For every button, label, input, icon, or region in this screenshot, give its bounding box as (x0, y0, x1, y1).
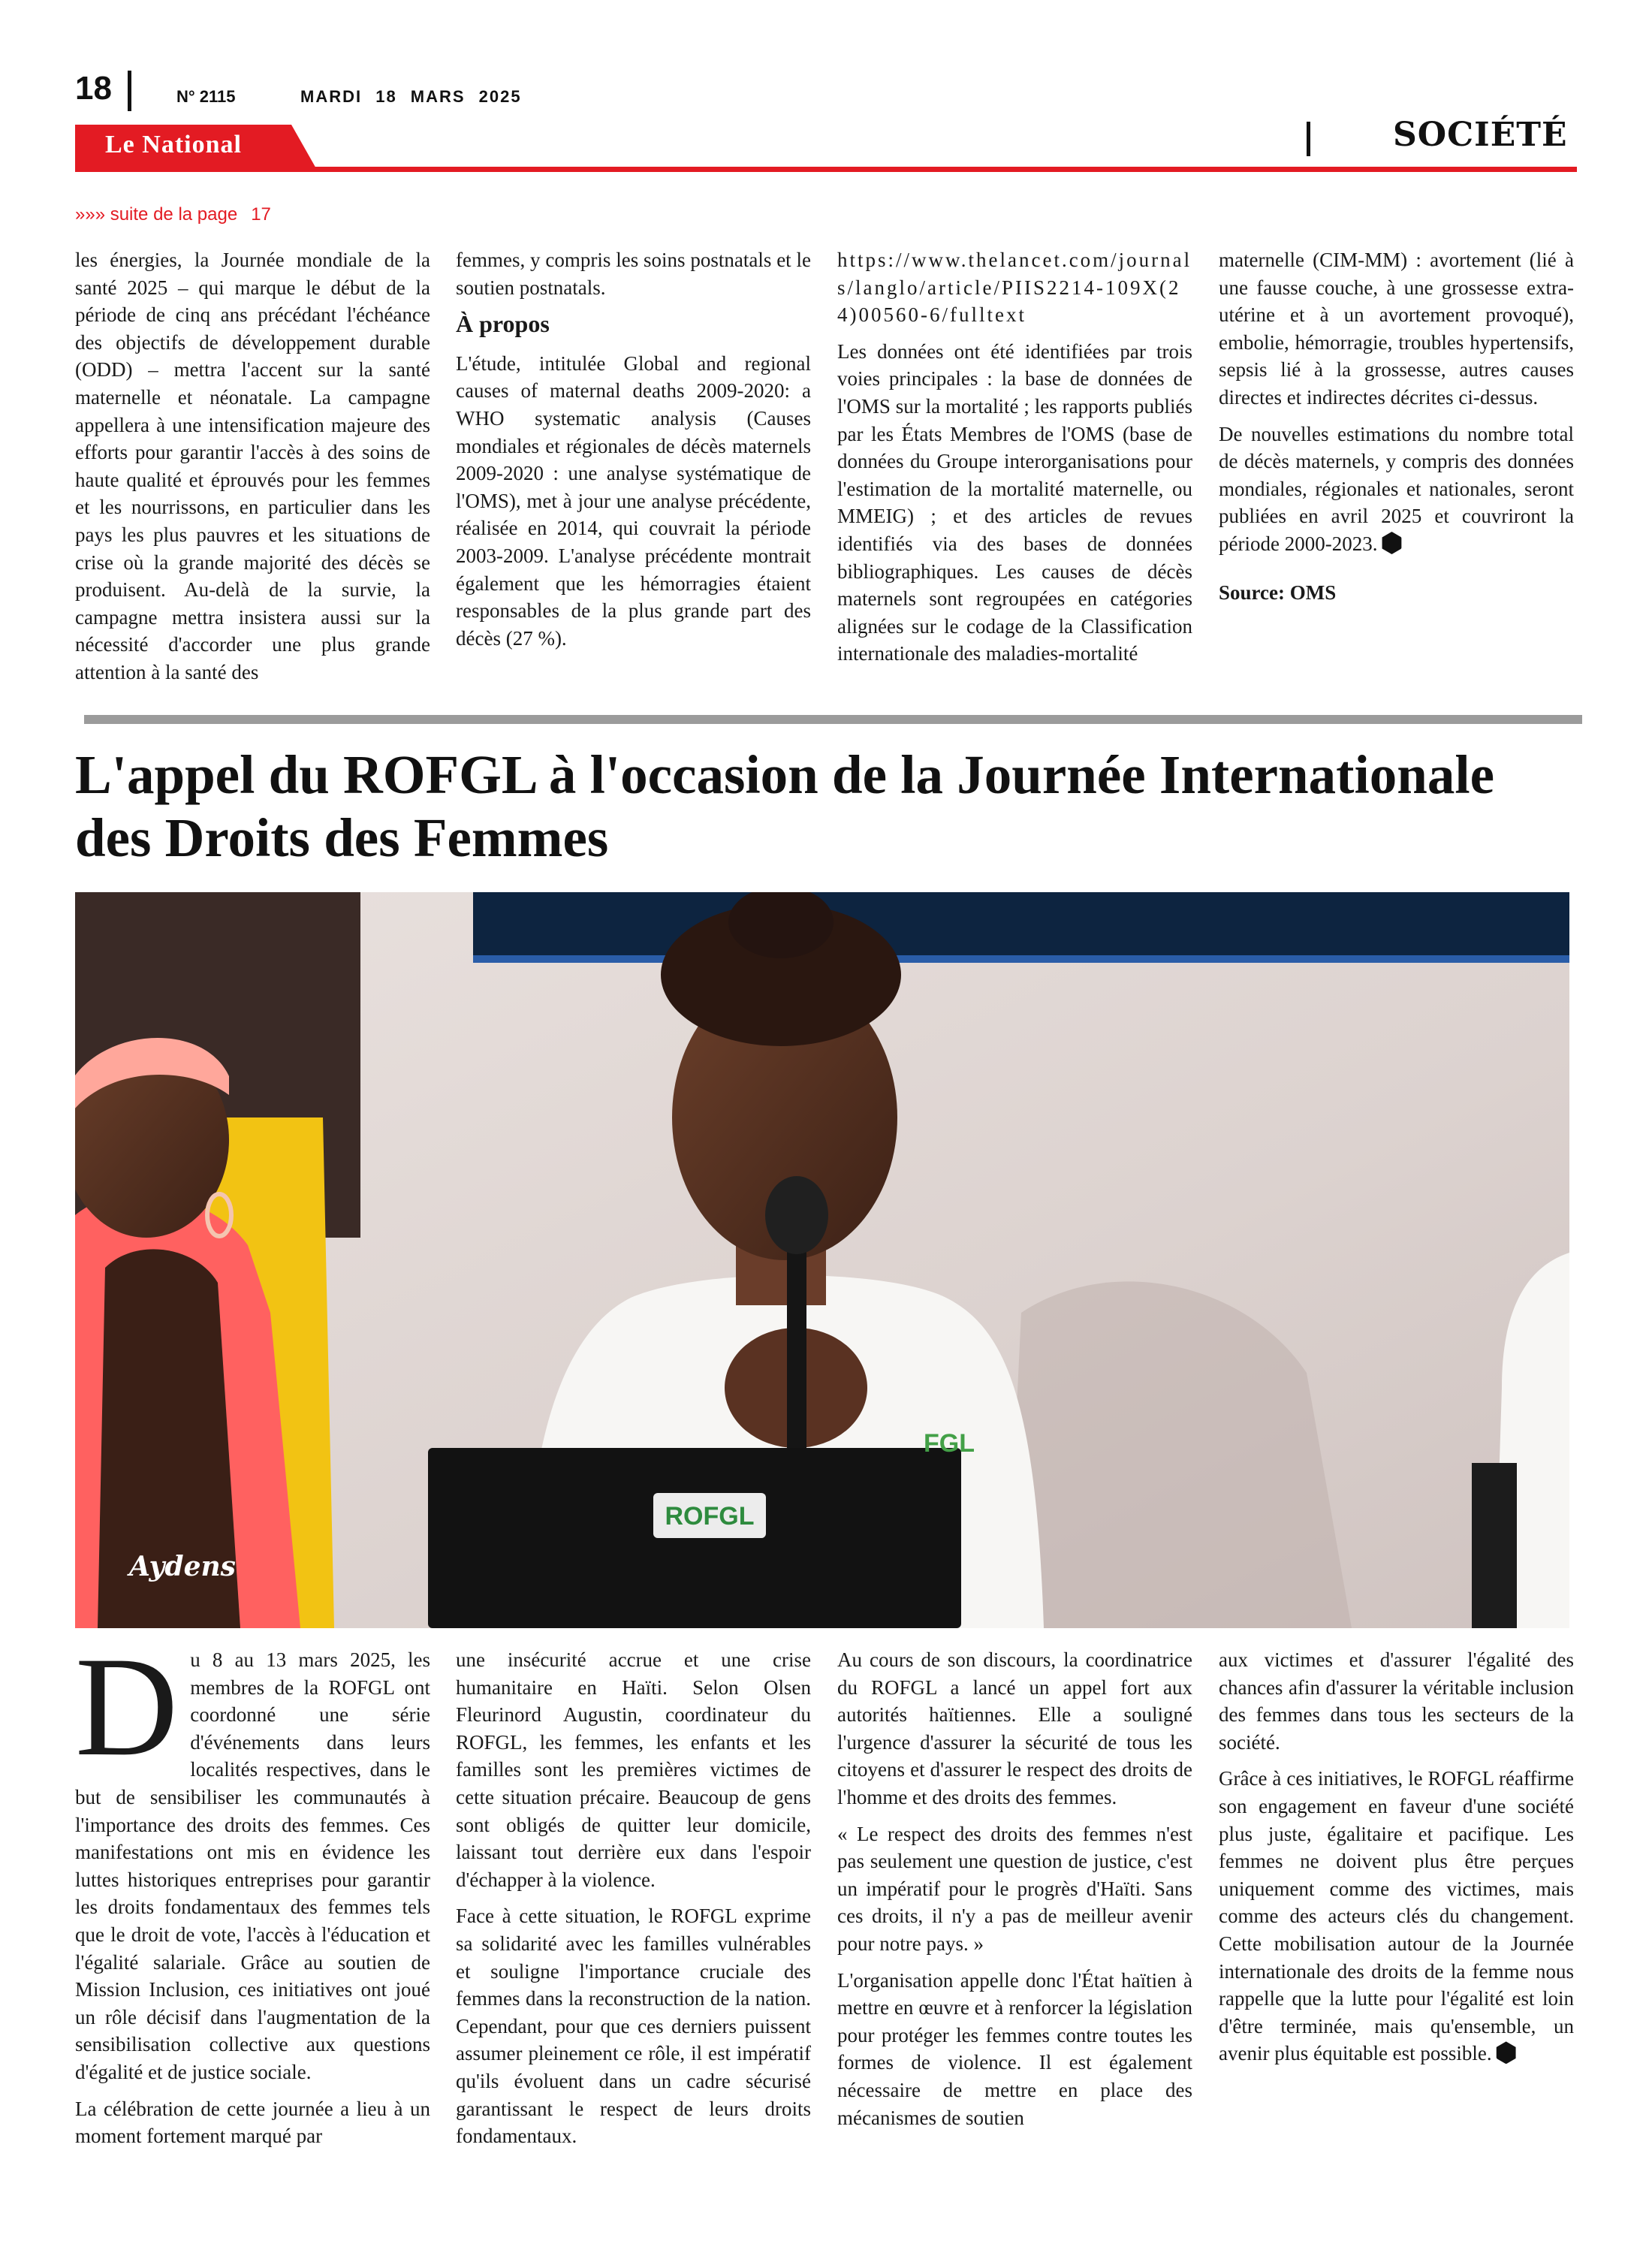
continued-from (75, 204, 271, 225)
publication-name: Le National (105, 131, 242, 158)
paragraph: La célébration de cette journée a lieu à un moment fortement marqué par (75, 2097, 430, 2148)
paragraph: Au cours de son discours, la coordinatrice du ROFGL a lancé un appel fort aux autorités haïtiennes. Elle a souligné l'urgence d'assurer la sécurité de tous les citoyens et d'assurer le respect des droits de l'homme et des droits des femmes. (837, 1648, 1192, 1808)
article-column-3 (837, 1646, 1192, 2140)
end-of-article-icon (1495, 2041, 1518, 2064)
reference-link[interactable]: https://www.thelancet.com/journals/langlo/article/PIIS2214-109X(24)00560-6/fulltext (837, 249, 1192, 327)
paragraph (1219, 421, 1574, 558)
top-article-column-4 (1219, 246, 1574, 615)
issue-date: MARDI 18 MARS 2025 (300, 87, 522, 106)
drop-cap: D (75, 1628, 179, 1786)
paragraph: Les données ont été identifiées par trois voies principales : la base de données de l'OMS sur la mortalité ; les rapports publiés par les États Membres de l'OMS (base de données du Groupe interorganisations pour l'estimation de la mortalité maternelle, ou MMEIG) ; et des articles de revues identifiés via des bases de données bibliographiques. Les causes de décès maternels sont regroupées en catégories alignées sur le codage de la Classification internationale des maladies-mortalité (837, 339, 1192, 665)
section-heading: À propos (456, 310, 550, 338)
section-title: SOCIÉTÉ (1393, 116, 1568, 154)
article-separator (84, 715, 1582, 724)
article-column-4 (1219, 1646, 1574, 2077)
article-column-1 (75, 1628, 430, 2159)
photo-watermark: Aydens (129, 1551, 236, 1582)
paragraph: L'étude, intitulée Global and regional causes of maternal deaths 2009-2020: a WHO systematic analysis (Causes mondiales et régionales de décès maternels 2009-2020 : une analyse systématique de l'OMS), met à jour une analyse précédente, réalisée en 2014, qui couvrait la période 2003-2009. L'analyse précédente montrait également que les hémorragies étaient responsables de la plus grande part des décès (27 %). (456, 351, 811, 650)
paragraph: femmes, y compris les soins postnatals et le soutien postnatals. (456, 249, 811, 299)
continued-page-link[interactable]: 17 (251, 204, 271, 225)
paragraph-text: De nouvelles estimations du nombre total de décès maternels, y compris des données mondiales, régionales et nationales, seront publiées en avril 2025 et couvriront la période 2000-2023. (1219, 422, 1574, 555)
shirt-logo-text: FGL (924, 1429, 975, 1458)
article-headline: L'appel du ROFGL à l'occasion de la Journée Internationale des Droits des Femmes (75, 744, 1495, 868)
paragraph: maternelle (CIM-MM) : avortement (lié à une fausse couche, à une grossesse extra-utérine et à un avortement provoqué), embolie, hémorragie, troubles hypertensifs, sepsis lié à la grossesse, autres causes directes et indirectes décrites ci-dessus. (1219, 249, 1574, 409)
paragraph: Face à cette situation, le ROFGL exprime sa solidarité avec les familles vulnérables et souligne l'importance cruciale des femmes dans la reconstruction de la nation. Cependant, pour que ces derniers puissent assumer pleinement ce rôle, il est impératif qu'ils évoluent dans un cadre sécurisé garantissant le respect de leurs droits fondamentaux. (456, 1905, 811, 2148)
paragraph: L'organisation appelle donc l'État haïtien à mettre en œuvre et à renforcer la législation pour protéger les femmes contre toutes les formes de violence. Il est également nécessaire de mettre en place des mécanismes de soutien (837, 1968, 1192, 2129)
paragraph (1219, 1765, 1574, 2068)
section-divider (1307, 122, 1310, 156)
page-number-divider (128, 71, 131, 111)
paragraph-text: Grâce à ces initiatives, le ROFGL réaffirme son engagement en faveur d'une société plus juste, égalitaire et pacifique. Les femmes ne doivent plus être perçues uniquement comme des victimes, mais comme des acteurs clés du changement. Cette mobilisation autour de la Journée internationale des droits de la femme nous rappelle que la lutte pour l'égalité est loin d'être terminée, mais qu'ensemble, un avenir plus équitable est possible. (1219, 1767, 1574, 2065)
page-number: 18 (75, 70, 112, 107)
top-article-column-2 (456, 246, 811, 661)
issue-number: N° 2115 (176, 87, 236, 106)
article-photo (75, 892, 1569, 1628)
top-article-column-3 (837, 246, 1192, 677)
continued-prefix: »»» suite de la page (75, 204, 238, 225)
header-rule (75, 167, 1577, 172)
top-article-column-1 (75, 246, 430, 695)
paragraph-text: u 8 au 13 mars 2025, les membres de la ROFGL ont coordonné une série d'événements dans leurs localités respectives, dans le but de sensibiliser les communautés à l'importance des droits des femmes. Ces manifestations ont mis en évidence les luttes historiques entreprises pour garantir les droits fondamentaux des femmes tels que le droit de vote, l'accès à l'éducation et l'égalité salariale. Grâce au soutien de Mission Inclusion, ces initiatives ont joué un rôle décisif dans l'augmentation de la sensibilisation collective aux questions d'égalité et de justice sociale. (75, 1648, 430, 2083)
article-column-2 (456, 1646, 811, 2159)
article-source: Source: OMS (1219, 581, 1337, 604)
paragraph (75, 1628, 430, 2086)
paragraph: aux victimes et d'assurer l'égalité des chances afin d'assurer la véritable inclusion des femmes dans tous les secteurs de la société. (1219, 1648, 1574, 1754)
end-of-article-icon (1380, 532, 1403, 554)
paragraph: « Le respect des droits des femmes n'est pas seulement une question de justice, c'est un impératif pour le progrès d'Haïti. Sans ces droits, il n'y a pas de meilleur avenir pour notre pays. » (837, 1822, 1192, 1955)
laptop-logo-text: ROFGL (665, 1502, 755, 1531)
paragraph: les énergies, la Journée mondiale de la santé 2025 – qui marque le début de la période de cinq ans précédant l'échéance des objectifs de développement durable (ODD) – mettra l'accent sur la santé maternelle et néonatale. La campagne appellera à une intensification majeure des efforts pour garantir l'accès à des soins de haute qualité et éprouvés pour les femmes et les nourrissons, en particulier dans les pays les plus pauvres et les situations de crise où la grande majorité des décès se produisent. Au-delà de la survie, la campagne mettra insistera aussi sur la nécessité d'accorder une plus grande attention à la santé des (75, 249, 430, 683)
paragraph: une insécurité accrue et une crise humanitaire en Haïti. Selon Olsen Fleurinord Augustin, coordinateur du ROFGL, les femmes, les enfants et les familles sont les premières victimes de cette situation précaire. Beaucoup de gens sont obligés de quitter leur domicile, laissant tout derrière eux dans l'espoir d'échapper à la violence. (456, 1648, 811, 1891)
